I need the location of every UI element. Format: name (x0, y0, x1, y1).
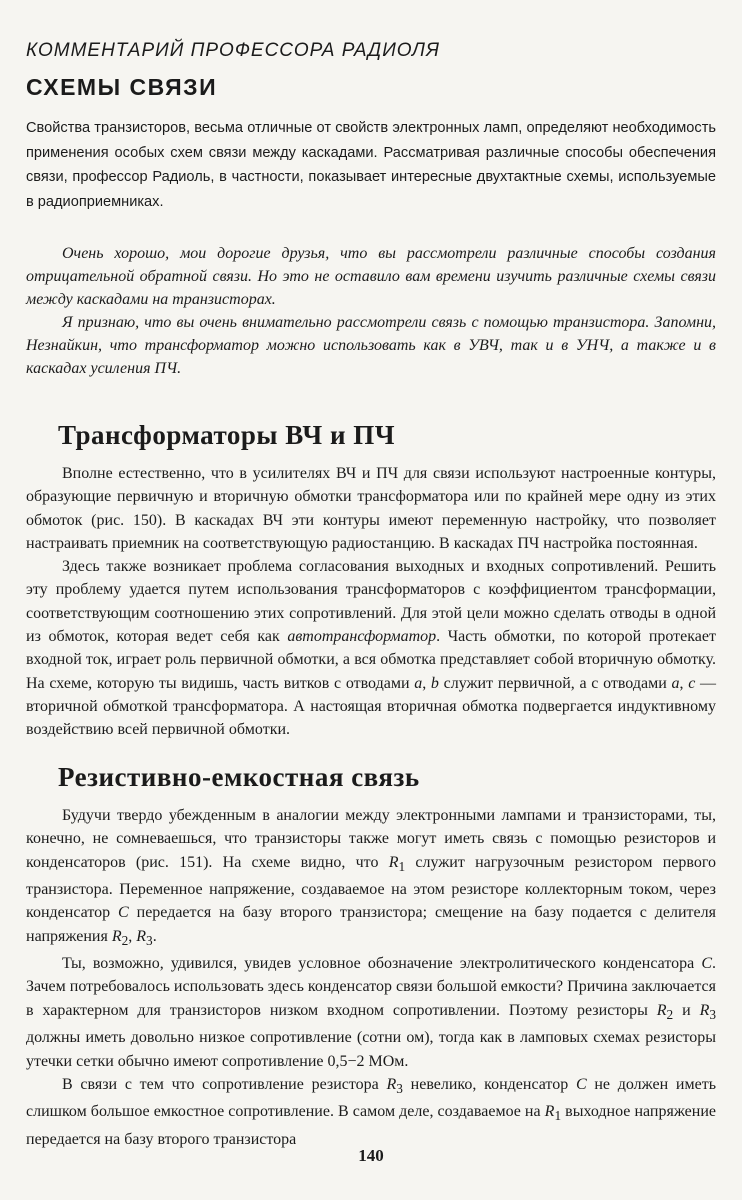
chapter-title: СХЕМЫ СВЯЗИ (26, 74, 218, 100)
chapter-intro (26, 242, 716, 380)
body-paragraph: Будучи твердо убежденным в аналогии между электронными лампами и транзисторами, ты, конечно, не сомневаешься, что транзисторы также могут иметь связь с помощью резисторов и конденсаторов (рис. 151). На схеме видно, что $R_1$ служит нагрузочным резистором первого транзистора. Переменное напряжение, создаваемое на этом резисторе коллекторным током, через конденсатор C передается на базу второго транзистора; смещение на базу подается с делителя напряжения $R_2$, $R_3$. (26, 807, 717, 948)
page-number: 140 (358, 1146, 384, 1165)
intro-paragraph: Я признаю, что вы очень внимательно рассмотрели связь с помощью транзистора. Запомни, Незнайкин, что трансформатор можно использовать как в УВЧ, так и в УНЧ, а также и в каскадах усиления ПЧ. (26, 314, 716, 377)
section-body-transformers (26, 462, 716, 742)
term-autotransformer: автотрансформатор (287, 628, 437, 646)
chapter-lead: Свойства транзисторов, весьма отличные от свойств электронных ламп, определяют необходимость применения особых схем связи между каскадами. Рассматривая различные способы обеспечения связи, профессор Радиоль, в частности, показывает интересные двухтактные схемы, используемые в радиоприемниках. (26, 120, 716, 210)
body-paragraph: Ты, возможно, удивился, увидев условное обозначение электролитического конденсатора C. Зачем потребовалось использовать здесь конденсатор связи большой емкости? Причина заключается в характерном для транзисторов низком входном сопротивлении. Поэтому резисторы $R_2$ и $R_3$ должны иметь довольно низкое сопротивление (сотни ом), тогда как в ламповых схемах резисторы утечки сетки обычно имеют сопротивление 0,5−2 МОм. (26, 955, 717, 1070)
body-paragraph: В связи с тем что сопротивление резистора $R_3$ невелико, конденсатор C не должен иметь слишком большое емкостное сопротивление. В самом деле, создаваемое на $R_1$ выходное напряжение передается на базу второго транзистора (26, 1075, 717, 1148)
section-heading-transformers: Трансформаторы ВЧ и ПЧ (58, 420, 396, 450)
body-paragraph: Здесь также возникает проблема согласования выходных и входных сопротивлений. Решить эту проблему удается путем использования трансформаторов с коэффициентом трансформации, соответствующим соотношению этих сопротивлений. Для этой цели можно сделать отводы в одной из обмоток, которая ведет себя как автотрансформатор. Часть обмотки, по которой протекает входной ток, играет роль первичной обмотки, а вся обмотка представляет собой вторичную обмотку. На схеме, которую ты видишь, часть витков с отводами a, b служит первичной, а с отводами a, c — вторичной обмоткой трансформатора. А настоящая вторичная обмотка подвергается индуктивному воздействию всей первичной обмотки. (26, 558, 716, 739)
section-heading-rc-coupling: Резистивно-емкостная связь (58, 762, 420, 792)
body-paragraph: Вполне естественно, что в усилителях ВЧ и ПЧ для связи используют настроенные контуры, образующие первичную и вторичную обмотки трансформатора или по крайней мере одну из этих обмоток (рис. 150). В каскадах ВЧ эти контуры имеют переменную настройку, что позволяет настраивать приемник на соответствующую радиостанцию. В каскадах ПЧ настройка постоянная. (26, 465, 716, 552)
section-body-rc-coupling (26, 804, 716, 1151)
running-head: КОММЕНТАРИЙ ПРОФЕССОРА РАДИОЛЯ (26, 40, 440, 61)
intro-paragraph: Очень хорошо, мои дорогие друзья, что вы рассмотрели различные способы создания отрицательной обратной связи. Но это не оставило вам времени изучить различные схемы связи между каскадами на транзисторах. (26, 245, 716, 308)
